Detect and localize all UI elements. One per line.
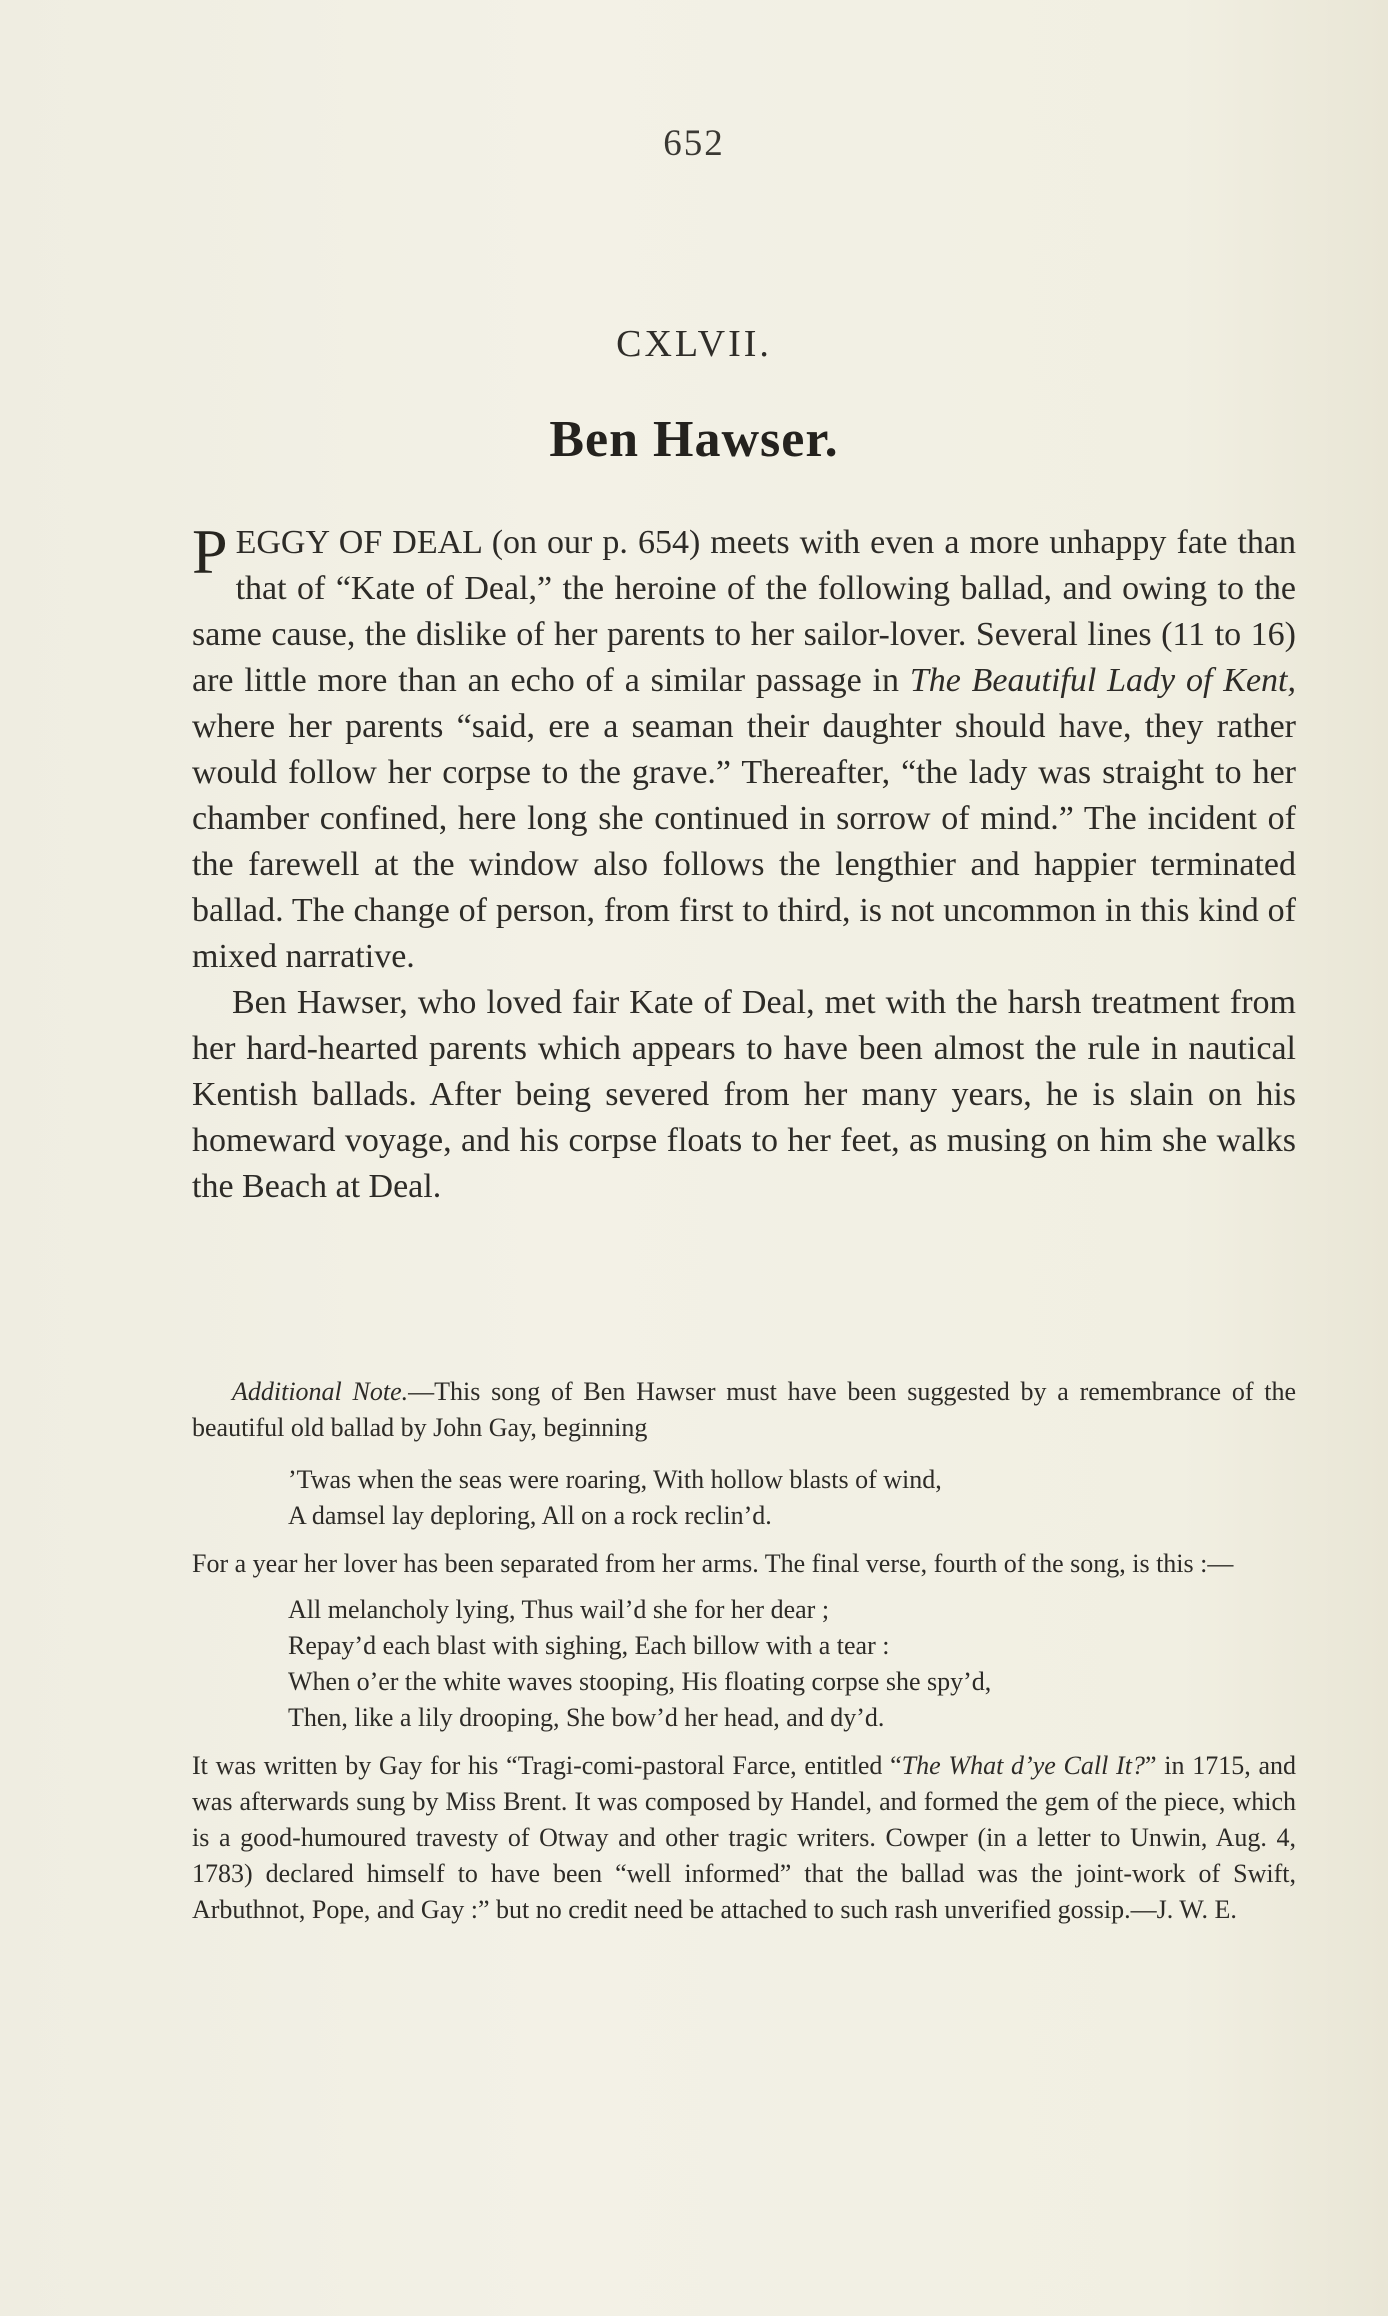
verse-quote-1 <box>288 1462 1296 1534</box>
verse-line: When o’er the white waves stooping, His floating corpse she spy’d, <box>288 1667 992 1696</box>
intro-paragraph-2: Ben Hawser, who loved fair Kate of Deal, met with the harsh treatment from her hard-hearted parents which appears to have been almost the rule in nautical Kentish ballads. After being severed from her many years, he is slain on his homeward voyage, and his corpse floats to her feet, as musing on him she walks the Beach at Deal. <box>192 984 1296 1205</box>
introduction <box>192 516 1296 1210</box>
note-paragraph-2: For a year her lover has been separated from her arms. The final verse, fourth of the song, is this :— <box>192 1549 1234 1578</box>
intro-italic-title: The Beautiful Lady of Kent, <box>909 662 1296 699</box>
verse-line: All melancholy lying, Thus wail’d she for her dear ; <box>288 1595 830 1624</box>
verse-line: ’Twas when the seas were roaring, With hollow blasts of wind, <box>288 1465 942 1494</box>
verse-line: A damsel lay deploring, All on a rock reclin’d. <box>288 1501 772 1530</box>
intro-paragraph-1-end: where her parents “said, ere a seaman their daughter should have, they rather would follow her corpse to the grave.” Thereafter, “the lady was straight to her chamber confined, here long she continued in sorrow of mind.” The incident of the farewell at the window also follows the lengthier and happier terminated ballad. The change of person, from first to third, is not uncommon in this kind of mixed narrative. <box>192 708 1296 975</box>
note-lead: Additional Note. <box>232 1377 409 1406</box>
verse-quote-2 <box>288 1592 1296 1736</box>
note-italic-title: The What d’ye Call It? <box>901 1751 1145 1780</box>
ballad-title: Ben Hawser. <box>549 411 839 468</box>
verse-line: Then, like a lily drooping, She bow’d her head, and dy’d. <box>288 1703 885 1732</box>
note-paragraph-3-text: It was written by Gay for his “Tragi-comi-pastoral Farce, entitled “ <box>192 1751 902 1780</box>
note-paragraph-3 <box>192 1748 1296 1928</box>
additional-note <box>192 1374 1296 1928</box>
note-paragraph-1 <box>192 1374 1296 1446</box>
note-paragraph-3-end: ” in 1715, and was afterwards sung by Miss Brent. It was composed by Handel, and formed the gem of the piece, which is a good-humoured travesty of Otway and other tragic writers. Cowper (in a letter to Unwin, Aug. 4, 1783) declared himself to have been “well informed” that the ballad was the joint-work of Swift, Arbuthnot, Pope, and Gay :” but no credit need be attached to such rash unverified gossip.—J. W. E. <box>192 1751 1296 1924</box>
chapter-number: CXLVII. <box>616 323 772 365</box>
verse-line: Repay’d each blast with sighing, Each billow with a tear : <box>288 1631 890 1660</box>
intro-paragraph-1-text: EGGY OF DEAL (on our p. 654) meets with even a more unhappy fate than that of “Kate of Deal,” the heroine of the following ballad, and owing to the same cause, the dislike of her parents to her sailor-lover. Several lines (11 to 16) are little more than an echo of a similar passage in <box>192 524 1296 699</box>
intro-paragraph-1 <box>192 516 1296 980</box>
drop-cap: P <box>192 516 228 587</box>
page-number: 652 <box>663 123 725 164</box>
note-paragraph-1-text: —This song of Ben Hawser must have been suggested by a remembrance of the beautiful old ballad by John Gay, beginning <box>192 1377 1297 1442</box>
